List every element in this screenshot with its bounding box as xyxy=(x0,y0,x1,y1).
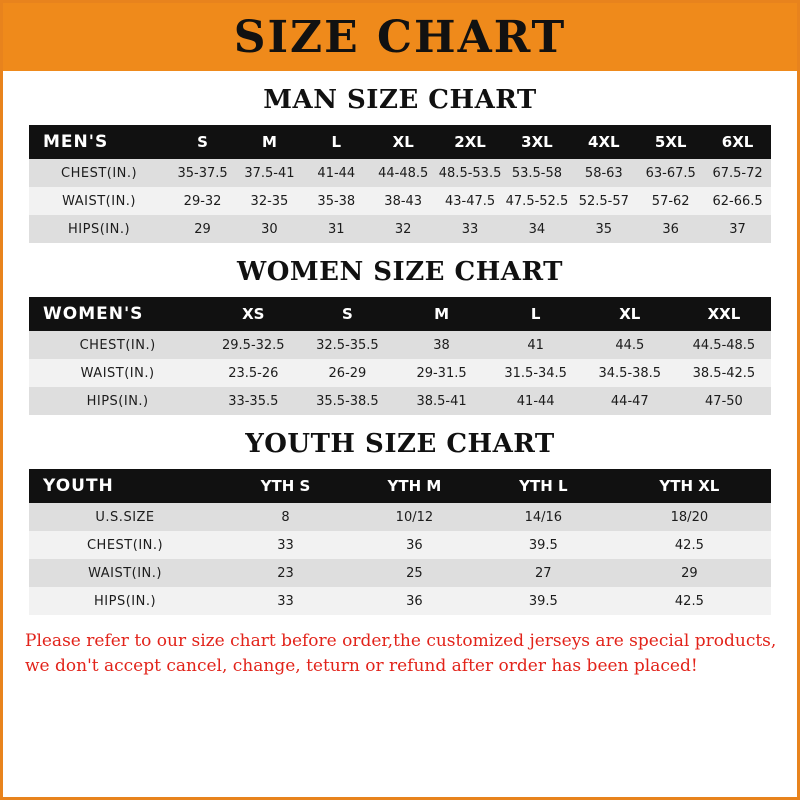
cell: 31 xyxy=(303,215,370,243)
cell: 37 xyxy=(704,215,771,243)
footnote-line-1: Please refer to our size chart before order,the customized jerseys are special products, xyxy=(25,631,777,651)
cell: 29-31.5 xyxy=(394,359,488,387)
column-header: L xyxy=(303,125,370,159)
column-header: 6XL xyxy=(704,125,771,159)
table-row xyxy=(29,187,771,215)
page-title: SIZE CHART xyxy=(233,11,567,63)
cell: 38.5-42.5 xyxy=(677,359,771,387)
column-header: 2XL xyxy=(437,125,504,159)
cell: 58-63 xyxy=(570,159,637,187)
cell: 41-44 xyxy=(489,387,583,415)
column-header: YTH M xyxy=(350,469,479,503)
column-header: M xyxy=(236,125,303,159)
cell: 36 xyxy=(350,587,479,615)
cell: 38-43 xyxy=(370,187,437,215)
column-header: YTH XL xyxy=(608,469,771,503)
column-header: M xyxy=(394,297,488,331)
cell: 33-35.5 xyxy=(206,387,300,415)
cell: 38.5-41 xyxy=(394,387,488,415)
cell: 38 xyxy=(394,331,488,359)
cell: 57-62 xyxy=(637,187,704,215)
women-size-table xyxy=(29,297,771,415)
footnote-line-2: we don't accept cancel, change, teturn or refund after order has been placed! xyxy=(25,655,698,676)
cell: 33 xyxy=(221,587,350,615)
cell: 41 xyxy=(489,331,583,359)
table-row xyxy=(29,387,771,415)
cell: 63-67.5 xyxy=(637,159,704,187)
cell: 31.5-34.5 xyxy=(489,359,583,387)
cell: 10/12 xyxy=(350,503,479,531)
cell: 29-32 xyxy=(169,187,236,215)
section-title-youth: YOUTH SIZE CHART xyxy=(245,429,555,459)
column-header: YTH S xyxy=(221,469,350,503)
cell: 47.5-52.5 xyxy=(504,187,571,215)
row-label: WAIST(IN.) xyxy=(29,559,221,587)
cell: 32.5-35.5 xyxy=(300,331,394,359)
column-header: L xyxy=(489,297,583,331)
cell: 27 xyxy=(479,559,608,587)
cell: 8 xyxy=(221,503,350,531)
cell: 34.5-38.5 xyxy=(583,359,677,387)
cell: 41-44 xyxy=(303,159,370,187)
cell: 52.5-57 xyxy=(570,187,637,215)
cell: 44.5 xyxy=(583,331,677,359)
row-label: CHEST(IN.) xyxy=(29,331,206,359)
cell: 67.5-72 xyxy=(704,159,771,187)
column-header: 4XL xyxy=(570,125,637,159)
cell: 32-35 xyxy=(236,187,303,215)
cell: 44.5-48.5 xyxy=(677,331,771,359)
cell: 25 xyxy=(350,559,479,587)
cell: 18/20 xyxy=(608,503,771,531)
section-man xyxy=(3,85,797,243)
column-header: 5XL xyxy=(637,125,704,159)
section-title-women: WOMEN SIZE CHART xyxy=(237,257,563,287)
table-header-row xyxy=(29,297,771,331)
cell: 23 xyxy=(221,559,350,587)
cell: 33 xyxy=(221,531,350,559)
cell: 35-37.5 xyxy=(169,159,236,187)
cell: 36 xyxy=(350,531,479,559)
cell: 29 xyxy=(608,559,771,587)
cell: 39.5 xyxy=(479,531,608,559)
table-row xyxy=(29,159,771,187)
header-bar xyxy=(3,3,797,71)
header-corner-label: WOMEN'S xyxy=(29,297,206,331)
column-header: 3XL xyxy=(504,125,571,159)
cell: 43-47.5 xyxy=(437,187,504,215)
cell: 42.5 xyxy=(608,587,771,615)
cell: 53.5-58 xyxy=(504,159,571,187)
cell: 42.5 xyxy=(608,531,771,559)
cell: 36 xyxy=(637,215,704,243)
table-row xyxy=(29,503,771,531)
column-header: XXL xyxy=(677,297,771,331)
cell: 44-47 xyxy=(583,387,677,415)
table-row xyxy=(29,331,771,359)
column-header: S xyxy=(169,125,236,159)
youth-size-table xyxy=(29,469,771,615)
cell: 35-38 xyxy=(303,187,370,215)
table-row xyxy=(29,215,771,243)
header-corner-label: YOUTH xyxy=(29,469,221,503)
cell: 39.5 xyxy=(479,587,608,615)
table-row xyxy=(29,587,771,615)
man-size-table xyxy=(29,125,771,243)
footnote xyxy=(25,629,775,678)
table-row xyxy=(29,531,771,559)
row-label: CHEST(IN.) xyxy=(29,531,221,559)
column-header: S xyxy=(300,297,394,331)
cell: 29.5-32.5 xyxy=(206,331,300,359)
row-label: HIPS(IN.) xyxy=(29,387,206,415)
cell: 48.5-53.5 xyxy=(437,159,504,187)
column-header: YTH L xyxy=(479,469,608,503)
column-header: XL xyxy=(583,297,677,331)
row-label: HIPS(IN.) xyxy=(29,587,221,615)
section-youth xyxy=(3,429,797,615)
cell: 44-48.5 xyxy=(370,159,437,187)
row-label: HIPS(IN.) xyxy=(29,215,169,243)
cell: 29 xyxy=(169,215,236,243)
row-label: U.S.SIZE xyxy=(29,503,221,531)
row-label: WAIST(IN.) xyxy=(29,187,169,215)
table-header-row xyxy=(29,469,771,503)
cell: 14/16 xyxy=(479,503,608,531)
table-row xyxy=(29,359,771,387)
section-women xyxy=(3,257,797,415)
cell: 62-66.5 xyxy=(704,187,771,215)
table-row xyxy=(29,559,771,587)
cell: 23.5-26 xyxy=(206,359,300,387)
column-header: XS xyxy=(206,297,300,331)
cell: 35.5-38.5 xyxy=(300,387,394,415)
cell: 26-29 xyxy=(300,359,394,387)
cell: 30 xyxy=(236,215,303,243)
row-label: WAIST(IN.) xyxy=(29,359,206,387)
cell: 35 xyxy=(570,215,637,243)
cell: 47-50 xyxy=(677,387,771,415)
section-title-man: MAN SIZE CHART xyxy=(263,85,537,115)
column-header: XL xyxy=(370,125,437,159)
cell: 33 xyxy=(437,215,504,243)
header-corner-label: MEN'S xyxy=(29,125,169,159)
cell: 34 xyxy=(504,215,571,243)
cell: 37.5-41 xyxy=(236,159,303,187)
table-header-row xyxy=(29,125,771,159)
row-label: CHEST(IN.) xyxy=(29,159,169,187)
cell: 32 xyxy=(370,215,437,243)
